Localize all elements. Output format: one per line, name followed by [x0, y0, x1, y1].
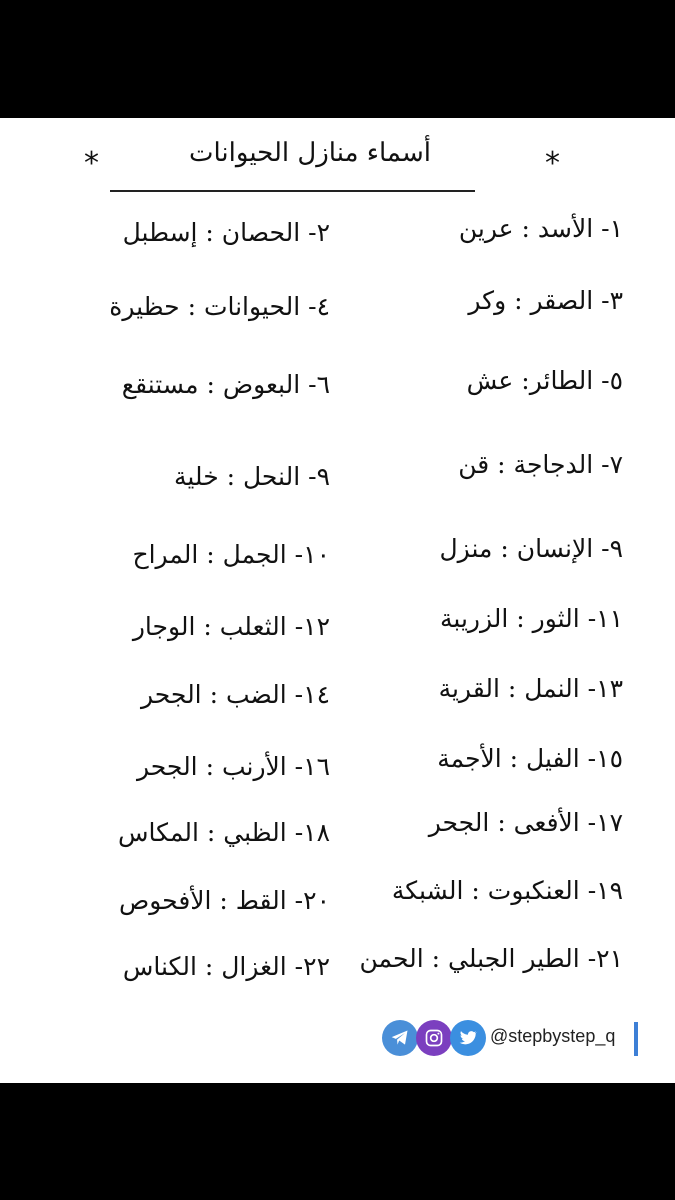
social-handle[interactable]: @stepbystep_q: [490, 1026, 616, 1046]
entry-15: ١٥- الفيل : الأجمة: [437, 744, 623, 773]
title-underline: [110, 190, 475, 192]
entry-20: ٢٠- القط : الأفحوص: [119, 886, 330, 915]
star-left: *: [84, 146, 99, 181]
handle-accent-bar: [634, 1022, 638, 1056]
entry-5: ٥- الطائر: عش: [466, 366, 623, 395]
entry-14: ١٤- الضب : الجحر: [141, 680, 330, 709]
instagram-icon[interactable]: [416, 1020, 452, 1056]
entry-9: ٩- الإنسان : منزل: [439, 534, 623, 563]
entry-13: ١٣- النمل : القرية: [438, 674, 623, 703]
entry-2: ٢- الحصان : إسطبل: [122, 218, 330, 247]
entry-11: ١١- الثور : الزريبة: [440, 604, 623, 633]
entry-10: ١٠- الجمل : المراح: [132, 540, 330, 569]
entry-7: ٧- الدجاجة : قن: [458, 450, 623, 479]
star-right: *: [545, 146, 560, 181]
entry-12: ١٢- الثعلب : الوجار: [132, 612, 330, 641]
page-title: أسماء منازل الحيوانات: [189, 138, 431, 168]
entry-18: ١٨- الظبي : المكاس: [118, 818, 330, 847]
entry-17: ١٧- الأفعى : الجحر: [428, 808, 623, 837]
handwritten-page: [0, 118, 675, 1083]
entry-8: ٩- النحل : خلية: [173, 462, 330, 491]
title-row: [60, 130, 560, 192]
entry-3: ٣- الصقر : وكر: [468, 286, 623, 315]
entry-1: ١- الأسد : عرين: [458, 214, 623, 243]
entry-21: ٢١- الطير الجبلي : الحمن: [359, 944, 623, 973]
entry-19: ١٩- العنكبوت : الشبكة: [391, 876, 623, 905]
entry-22: ٢٢- الغزال : الكناس: [122, 952, 330, 981]
entry-4: ٤- الحيوانات : حظيرة: [109, 292, 330, 321]
twitter-icon[interactable]: [450, 1020, 486, 1056]
telegram-icon[interactable]: [382, 1020, 418, 1056]
entry-6: ٦- البعوض : مستنقع: [121, 370, 330, 399]
entry-16: ١٦- الأرنب : الجحر: [137, 752, 330, 781]
